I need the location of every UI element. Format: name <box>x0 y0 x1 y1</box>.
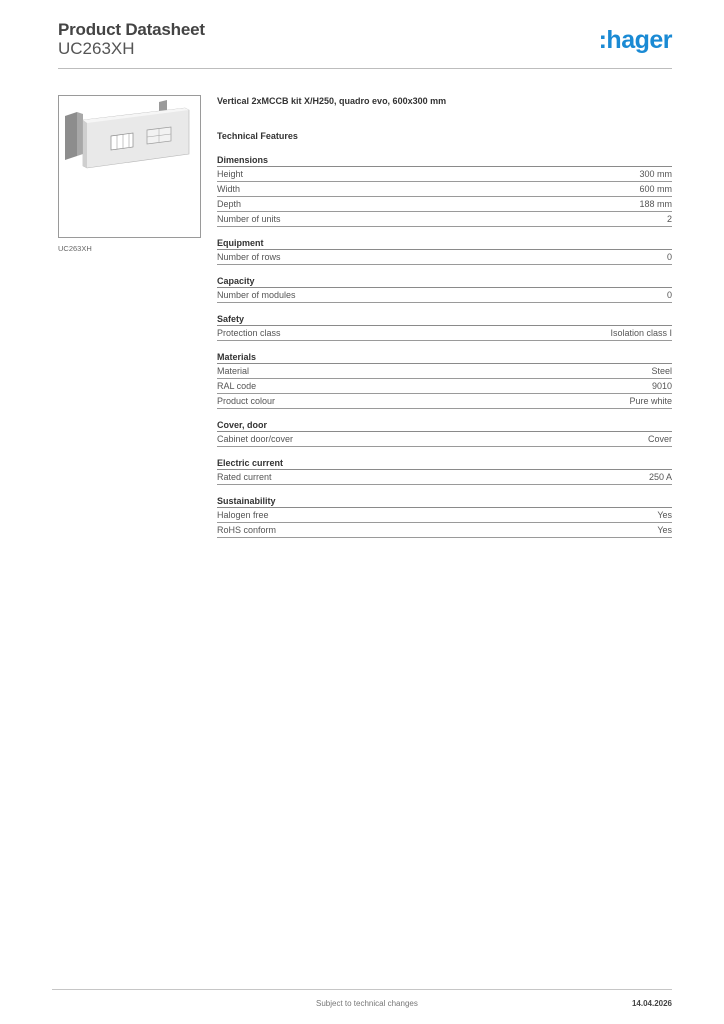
page-header <box>58 20 672 68</box>
feature-value: 600 mm <box>639 184 672 194</box>
page-title: Product Datasheet <box>58 20 205 39</box>
feature-value: Cover <box>647 434 672 444</box>
feature-section <box>217 237 672 265</box>
product-illustration <box>59 96 200 237</box>
section-title: Safety <box>217 313 672 326</box>
feature-row <box>217 470 672 485</box>
feature-row <box>217 167 672 182</box>
feature-value: Isolation class I <box>610 328 672 338</box>
feature-label: Rated current <box>217 472 272 482</box>
feature-row <box>217 182 672 197</box>
footer-divider <box>52 989 672 990</box>
feature-row <box>217 197 672 212</box>
footer-date: 14.04.2026 <box>631 999 672 1008</box>
feature-value: 188 mm <box>639 199 672 209</box>
technical-features-heading: Technical Features <box>217 131 298 141</box>
feature-label: Protection class <box>217 328 281 338</box>
feature-label: Width <box>217 184 241 194</box>
feature-label: Cabinet door/cover <box>217 434 294 444</box>
feature-section <box>217 419 672 447</box>
feature-value: 0 <box>666 252 672 262</box>
feature-row <box>217 508 672 523</box>
section-title: Equipment <box>217 237 672 250</box>
section-title: Electric current <box>217 457 672 470</box>
feature-section <box>217 351 672 409</box>
footer-note: Subject to technical changes <box>316 999 418 1008</box>
feature-row <box>217 288 672 303</box>
feature-row <box>217 432 672 447</box>
feature-label: Product colour <box>217 396 276 406</box>
feature-value: 9010 <box>651 381 672 391</box>
feature-row <box>217 364 672 379</box>
feature-label: Halogen free <box>217 510 269 520</box>
feature-row <box>217 394 672 409</box>
feature-section <box>217 275 672 303</box>
datasheet-content <box>217 95 672 538</box>
section-title: Cover, door <box>217 419 672 432</box>
product-image <box>58 95 201 238</box>
logo-text: :hager <box>598 26 672 54</box>
hager-logo <box>599 26 672 55</box>
feature-value: 2 <box>666 214 672 224</box>
feature-label: Number of modules <box>217 290 296 300</box>
feature-row <box>217 212 672 227</box>
feature-label: Depth <box>217 199 242 209</box>
feature-value: 250 A <box>648 472 672 482</box>
feature-row <box>217 523 672 538</box>
feature-value: Steel <box>651 366 672 376</box>
feature-label: Number of units <box>217 214 281 224</box>
feature-value: Pure white <box>629 396 672 406</box>
feature-label: Number of rows <box>217 252 281 262</box>
section-title: Dimensions <box>217 154 672 167</box>
feature-label: Height <box>217 169 244 179</box>
feature-label: RoHS conform <box>217 525 277 535</box>
feature-row <box>217 326 672 341</box>
product-code: UC263XH <box>58 39 135 58</box>
feature-value: Yes <box>657 510 672 520</box>
section-title: Materials <box>217 351 672 364</box>
feature-value: 0 <box>666 290 672 300</box>
image-caption: UC263XH <box>58 244 92 253</box>
product-description: Vertical 2xMCCB kit X/H250, quadro evo, 600x300 mm <box>217 96 447 106</box>
header-divider <box>58 68 672 69</box>
feature-sections <box>217 154 672 538</box>
section-title: Sustainability <box>217 495 672 508</box>
feature-value: 300 mm <box>639 169 672 179</box>
feature-label: Material <box>217 366 250 376</box>
feature-section <box>217 495 672 538</box>
feature-row <box>217 379 672 394</box>
feature-section <box>217 313 672 341</box>
feature-section <box>217 154 672 227</box>
feature-row <box>217 250 672 265</box>
feature-value: Yes <box>657 525 672 535</box>
feature-section <box>217 457 672 485</box>
feature-label: RAL code <box>217 381 257 391</box>
section-title: Capacity <box>217 275 672 288</box>
